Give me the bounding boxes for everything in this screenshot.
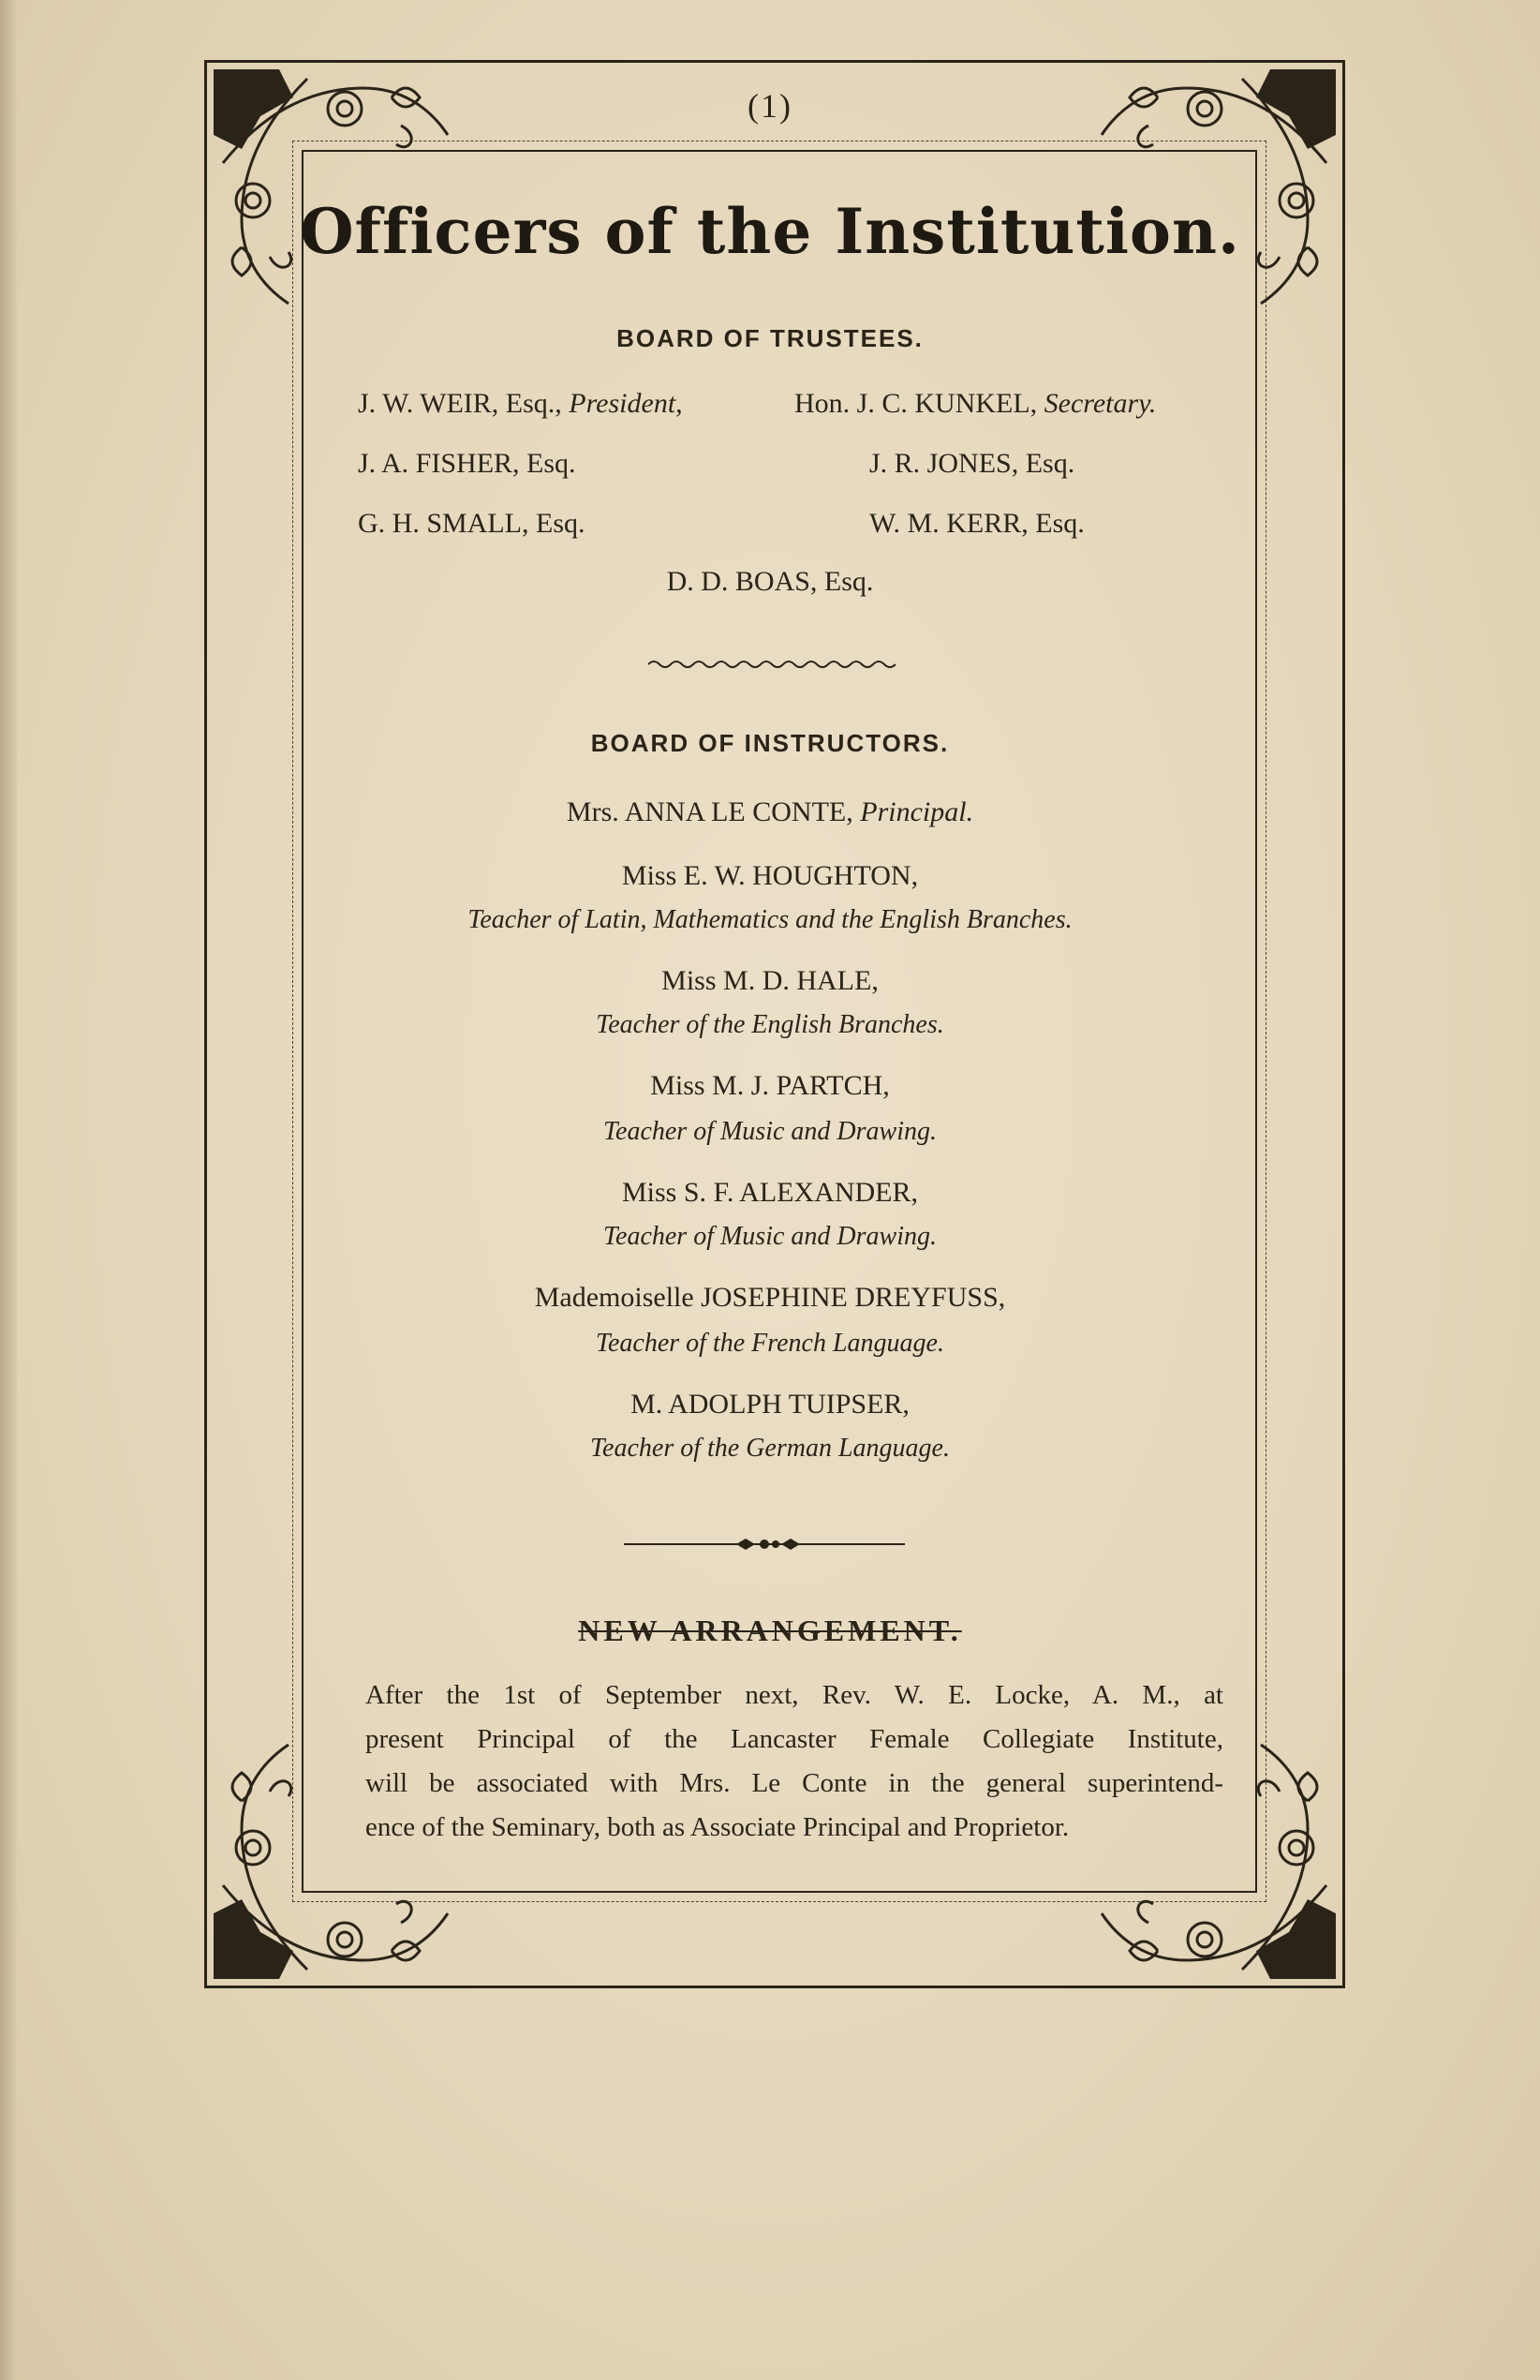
instructors-heading: BOARD OF INSTRUCTORS.: [590, 729, 950, 757]
paragraph-line: ence of the Seminary, both as Associate Principal and Proprietor.: [365, 1812, 1070, 1842]
instructor-name: Miss M. D. HALE,: [661, 965, 879, 996]
page-number: (1): [748, 87, 792, 125]
trustees-heading: BOARD OF TRUSTEES.: [616, 324, 924, 352]
trustee-right: Hon. J. C. KUNKEL, Secretary.: [794, 388, 1157, 419]
instructor-role: Teacher of the French Language.: [596, 1329, 944, 1358]
instructor-role: Teacher of Latin, Mathematics and the English Branches.: [467, 905, 1073, 934]
instructor-name: Mademoiselle JOSEPHINE DREYFUSS,: [534, 1282, 1006, 1313]
instructor-role: Teacher of Music and Drawing.: [603, 1117, 937, 1146]
trustee-last: D. D. BOAS, Esq.: [666, 566, 874, 597]
instructor-role: Teacher of Music and Drawing.: [603, 1222, 937, 1251]
new-arrangement-text: [365, 1673, 1223, 1850]
trustee-left: J. W. WEIR, Esq., President,: [358, 388, 683, 419]
paragraph-line: present Principal of the Lancaster Female Collegiate Institute,: [365, 1724, 1223, 1754]
trustee-left: J. A. FISHER, Esq.: [358, 448, 576, 479]
paragraph-line: will be associated with Mrs. Le Conte in the general superintend-: [365, 1768, 1223, 1798]
instructor-name: Miss S. F. ALEXANDER,: [622, 1177, 918, 1208]
instructor-role: Teacher of the German Language.: [590, 1434, 950, 1463]
instructor-name: M. ADOLPH TUIPSER,: [630, 1389, 910, 1420]
paragraph-line: After the 1st of September next, Rev. W. E. Locke, A. M., at: [365, 1680, 1223, 1710]
trustee-left: G. H. SMALL, Esq.: [358, 508, 585, 539]
ornamental-divider-icon: [624, 1535, 905, 1554]
instructor-name: Miss M. J. PARTCH,: [650, 1070, 890, 1101]
new-arrangement-heading: NEW ARRANGEMENT.: [578, 1614, 962, 1647]
instructor-name: Miss E. W. HOUGHTON,: [621, 860, 919, 891]
trustee-right: W. M. KERR, Esq.: [869, 508, 1085, 539]
page-title: Officers of the Institution.: [300, 195, 1240, 268]
wavy-divider-icon: [648, 658, 901, 671]
trustee-right: J. R. JONES, Esq.: [869, 448, 1075, 479]
principal-line: Mrs. ANNA LE CONTE, Principal.: [566, 796, 974, 827]
instructor-role: Teacher of the English Branches.: [596, 1010, 944, 1039]
